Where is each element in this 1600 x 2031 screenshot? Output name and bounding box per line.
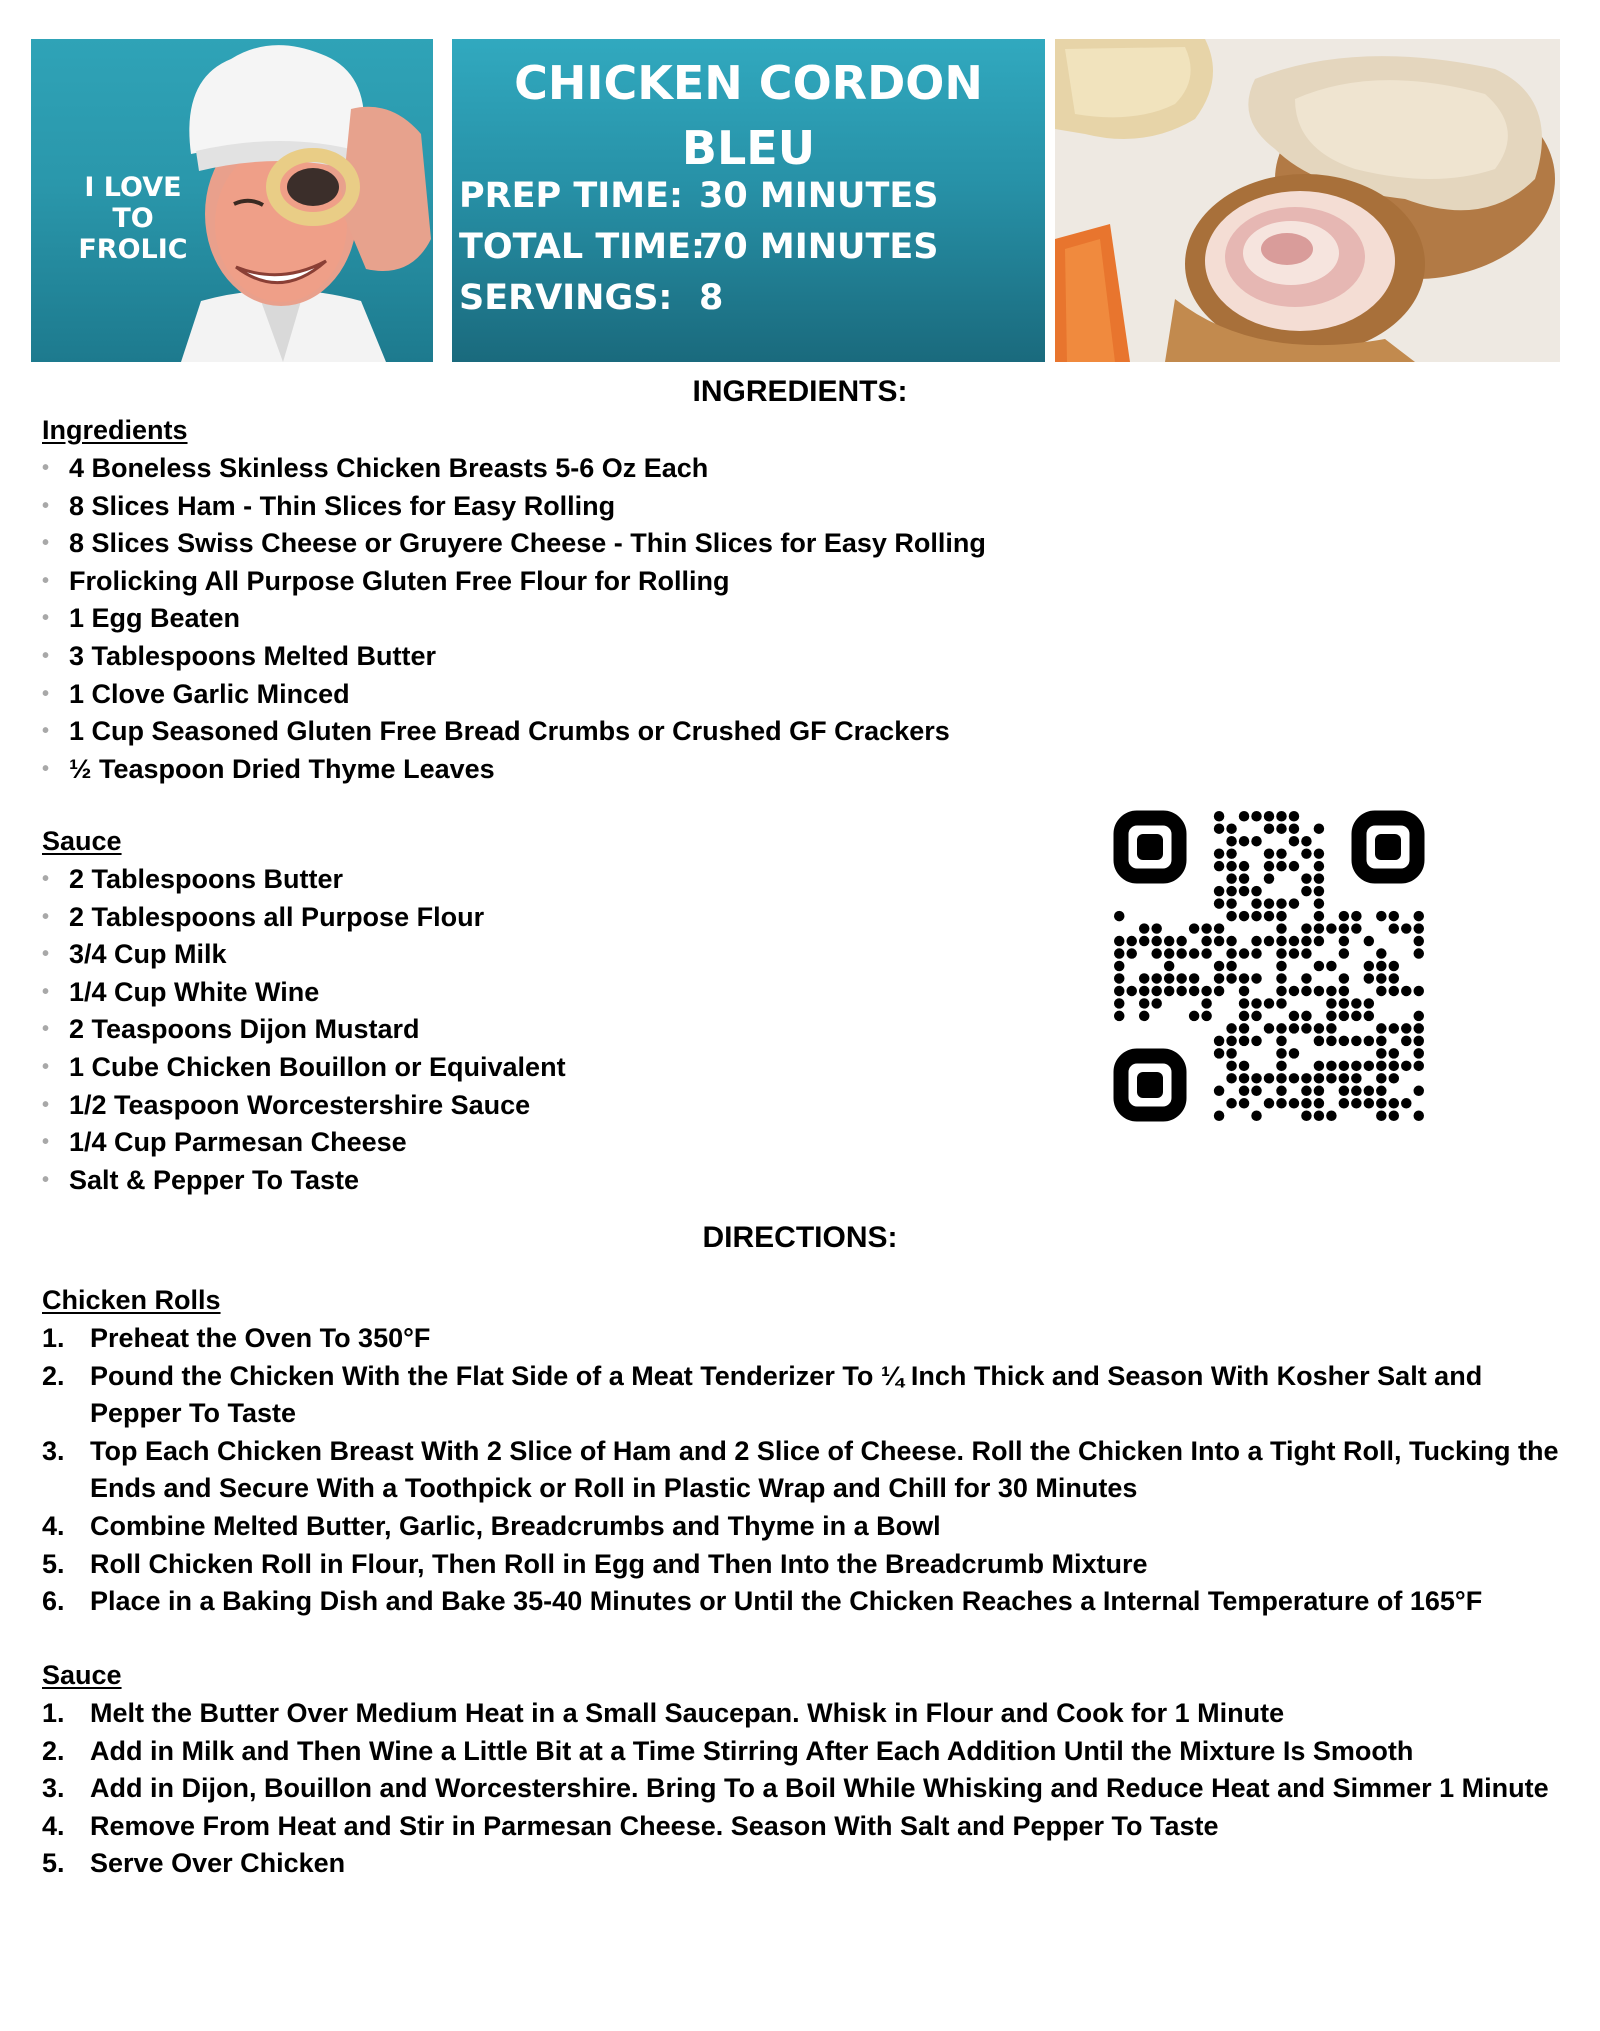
- ingredients-heading: INGREDIENTS:: [692, 375, 908, 408]
- sauce-steps: [42, 1695, 1562, 1883]
- title-line: CHICKEN CORDON: [514, 56, 983, 110]
- chicken-rolls-steps: [42, 1320, 1562, 1621]
- badge-line: TO: [112, 203, 154, 234]
- bullet-icon: •: [42, 457, 50, 479]
- bullet-icon: •: [42, 607, 50, 630]
- dish-illustration: [1055, 39, 1560, 362]
- step-item: 5. Roll Chicken Roll in Flour, Then Roll in Egg and Then Into the Breadcrumb Mixture: [42, 1548, 1148, 1579]
- bullet-icon: •: [42, 494, 50, 517]
- meta-label: SERVINGS:: [459, 278, 673, 318]
- list-item: • 1 Egg Beaten: [42, 600, 986, 638]
- bullet-icon: •: [42, 905, 50, 928]
- list-item: • 4 Boneless Skinless Chicken Breasts 5-6 Oz Each: [42, 450, 986, 488]
- qr-code-icon[interactable]: [1113, 810, 1425, 1122]
- step-item: 3. Top Each Chicken Breast With 2 Slice of Ham and 2 Slice of Cheese. Roll the Chicken Into a Tight Roll, Tucking the Ends and Secure With a Toothpick or Roll in Plastic Wrap and Chill for 30 Minutes: [42, 1435, 1559, 1504]
- list-item: • 2 Tablespoons Butter: [42, 861, 566, 899]
- love-to-frolic-badge: [49, 172, 217, 265]
- list-item: • Frolicking All Purpose Gluten Free Flour for Rolling: [42, 563, 986, 601]
- bullet-icon: •: [42, 943, 50, 966]
- bullet-icon: •: [42, 682, 50, 705]
- ingredients-list: [42, 450, 986, 788]
- meta-value: 70 MINUTES: [699, 227, 939, 267]
- list-item: • Salt & Pepper To Taste: [42, 1162, 566, 1200]
- step-item: 4. Remove From Heat and Stir in Parmesan Cheese. Season With Salt and Pepper To Taste: [42, 1810, 1219, 1841]
- list-item: • 1 Clove Garlic Minced: [42, 676, 986, 714]
- list-item: • 3/4 Cup Milk: [42, 936, 566, 974]
- list-item: • 1 Cube Chicken Bouillon or Equivalent: [42, 1049, 566, 1087]
- directions-heading: DIRECTIONS:: [702, 1221, 898, 1254]
- list-item: • 3 Tablespoons Melted Butter: [42, 638, 986, 676]
- bullet-icon: •: [42, 980, 50, 1003]
- total-time-row: [459, 226, 939, 268]
- step-item: 3. Add in Dijon, Bouillon and Worcestershire. Bring To a Boil While Whisking and Reduce Heat and Simmer 1 Minute: [42, 1773, 1549, 1804]
- bullet-icon: •: [42, 868, 50, 890]
- servings-row: [459, 277, 724, 319]
- list-item: • 8 Slices Ham - Thin Slices for Easy Rolling: [42, 488, 986, 526]
- step-item: 5. Serve Over Chicken: [42, 1848, 346, 1879]
- list-item: • 1/4 Cup Parmesan Cheese: [42, 1124, 566, 1162]
- bullet-icon: •: [42, 757, 50, 780]
- meta-value: 8: [699, 278, 724, 318]
- bullet-icon: •: [42, 1168, 50, 1191]
- step-item: 1. Melt the Butter Over Medium Heat in a Small Saucepan. Whisk in Flour and Cook for 1 Minute: [42, 1698, 1285, 1728]
- step-item: 2. Pound the Chicken With the Flat Side of a Meat Tenderizer To ¼ Inch Thick and Season With Kosher Salt and Pepper To Taste: [42, 1360, 1483, 1429]
- list-item: • 1/2 Teaspoon Worcestershire Sauce: [42, 1087, 566, 1125]
- list-item: • 8 Slices Swiss Cheese or Gruyere Cheese - Thin Slices for Easy Rolling: [42, 525, 986, 563]
- step-item: 2. Add in Milk and Then Wine a Little Bit at a Time Stirring After Each Addition Until the Mixture Is Smooth: [42, 1735, 1414, 1766]
- chef-photo: [31, 39, 433, 362]
- ingredients-group-title: Ingredients: [42, 415, 188, 445]
- step-item: 1. Preheat the Oven To 350°F: [42, 1323, 431, 1353]
- bullet-icon: •: [42, 532, 50, 555]
- list-item: • 2 Teaspoons Dijon Mustard: [42, 1011, 566, 1049]
- badge-line: I LOVE: [84, 172, 182, 203]
- meta-value: 30 MINUTES: [699, 176, 939, 216]
- badge-line: FROLIC: [78, 234, 188, 265]
- bullet-icon: •: [42, 644, 50, 667]
- bullet-icon: •: [42, 1131, 50, 1154]
- meta-label: PREP TIME:: [459, 176, 683, 216]
- chicken-rolls-title: Chicken Rolls: [42, 1285, 221, 1315]
- sauce-directions-title: Sauce: [42, 1660, 122, 1690]
- recipe-title: [452, 51, 1045, 181]
- list-item: • 2 Tablespoons all Purpose Flour: [42, 899, 566, 937]
- bullet-icon: •: [42, 1055, 50, 1078]
- step-item: 4. Combine Melted Butter, Garlic, Breadcrumbs and Thyme in a Bowl: [42, 1510, 941, 1541]
- title-line: BLEU: [681, 121, 816, 175]
- bullet-icon: •: [42, 1018, 50, 1041]
- bullet-icon: •: [42, 569, 50, 592]
- list-item: • 1 Cup Seasoned Gluten Free Bread Crumbs or Crushed GF Crackers: [42, 713, 986, 751]
- recipe-title-panel: [452, 39, 1045, 362]
- meta-label: TOTAL TIME:: [459, 227, 705, 267]
- list-item: • ½ Teaspoon Dried Thyme Leaves: [42, 751, 986, 789]
- step-item: 6. Place in a Baking Dish and Bake 35-40 Minutes or Until the Chicken Reaches a Internal Temperature of 165°F: [42, 1586, 1483, 1617]
- bullet-icon: •: [42, 1093, 50, 1116]
- dish-photo: [1055, 39, 1560, 362]
- sauce-group-title: Sauce: [42, 826, 122, 856]
- list-item: • 1/4 Cup White Wine: [42, 974, 566, 1012]
- bullet-icon: •: [42, 720, 50, 743]
- sauce-ingredients-list: [42, 861, 566, 1199]
- prep-time-row: [459, 175, 939, 217]
